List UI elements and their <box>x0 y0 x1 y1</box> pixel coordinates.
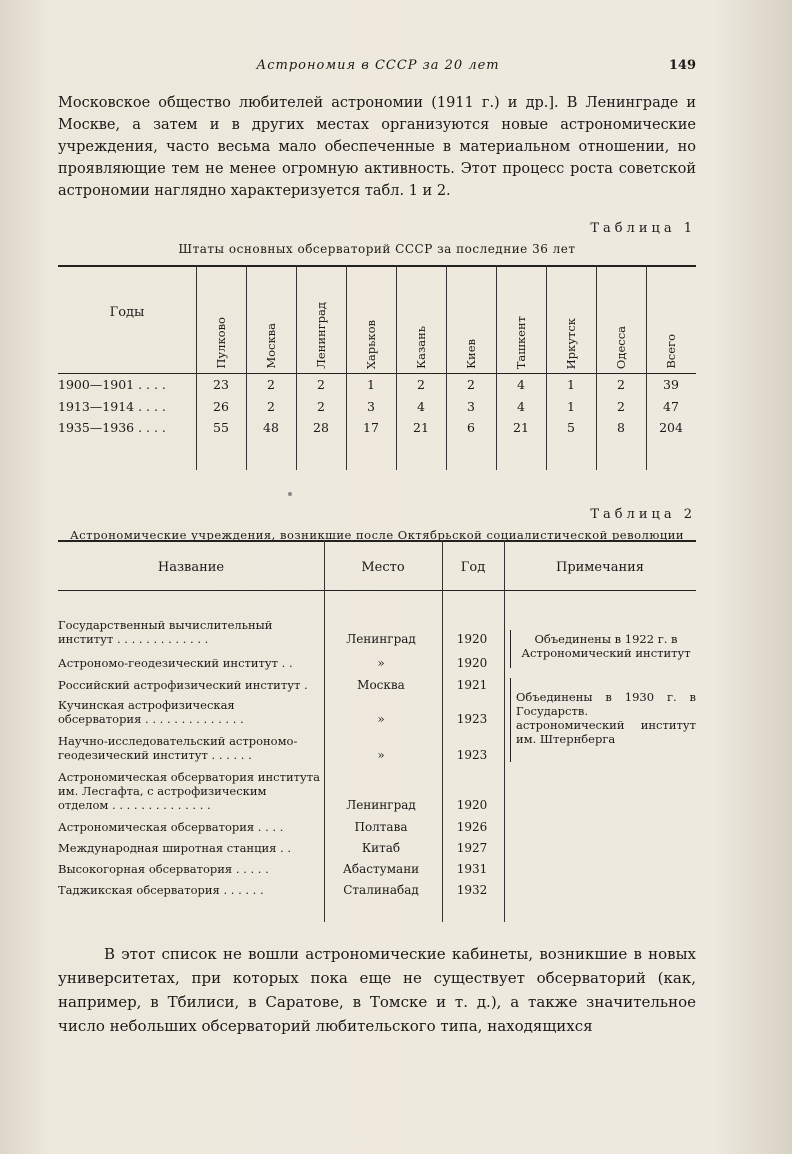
table2-year: 1932 <box>456 883 488 897</box>
table2-institution: Астрономо-геодезический институт . . <box>58 656 293 670</box>
table1-column-header: Ленинград <box>314 302 328 369</box>
table2 <box>58 540 696 922</box>
table2-institution: Кучинская астрофизическая обсерватория . . . . . . . . . . . . . . <box>58 698 244 726</box>
table2-note: Объединены в 1930 г. в Государств. астрономический институт им. Штернберга <box>516 690 696 746</box>
table1-cell: 23 <box>213 377 229 392</box>
table2-institution: Российский астрофизический институт . <box>58 678 308 692</box>
table1-cell: 2 <box>267 399 275 414</box>
table1-cell: 1 <box>567 377 575 392</box>
table2-header-name: Название <box>157 560 225 575</box>
table2-year: 1920 <box>456 798 488 812</box>
table1-cell: 28 <box>313 420 329 435</box>
table2-place: Ленинград <box>346 632 416 646</box>
table2-place: Абастумани <box>342 862 420 876</box>
table1-cell: 2 <box>417 377 425 392</box>
table1-cell: 1 <box>367 377 375 392</box>
table1-caption: Таблица 1 <box>590 221 696 236</box>
table1-cell: 39 <box>663 377 679 392</box>
table1-cell: 5 <box>567 420 575 435</box>
table2-title: Астрономические учреждения, возникшие после Октябрьской социалистической революции <box>69 528 685 542</box>
table2-place: Китаб <box>361 841 401 855</box>
table2-place: Москва <box>357 678 405 692</box>
running-title: Астрономия в СССР за 20 лет <box>256 58 500 73</box>
table1-cell: 17 <box>363 420 379 435</box>
table2-place: Ленинград <box>346 798 416 812</box>
table2-year: 1920 <box>456 632 488 646</box>
table2-header-rule <box>58 590 696 591</box>
table1-years-header: Годы <box>109 305 145 320</box>
table1-cell: 21 <box>513 420 529 435</box>
table2-institution: Международная широтная станция . . <box>58 841 292 855</box>
table1-column-header: Казань <box>414 326 428 369</box>
paper-speck <box>288 492 292 496</box>
table2-column-divider <box>504 540 505 922</box>
table1-cell: 21 <box>413 420 429 435</box>
note-bracket <box>510 630 511 668</box>
table2-year: 1926 <box>456 820 488 834</box>
table1-cell: 8 <box>617 420 625 435</box>
table2-place: Сталинабад <box>343 883 419 897</box>
table1-cell: 55 <box>213 420 229 435</box>
table1-column-header: Москва <box>264 323 278 369</box>
table1-cell: 4 <box>517 377 525 392</box>
table2-header-place: Место <box>361 560 405 575</box>
table2-institution: Научно-исследовательский астрономо-геодезический институт . . . . . . <box>58 734 298 762</box>
table1-column-header: Одесса <box>614 325 628 369</box>
table1-title: Штаты основных обсерваторий СССР за последние 36 лет <box>178 242 576 256</box>
table1-column-header: Пулково <box>214 317 228 369</box>
table1-cell: 2 <box>267 377 275 392</box>
table2-place: » <box>377 712 385 726</box>
table2-institution: Таджикская обсерватория . . . . . . <box>58 883 264 897</box>
table1-cell: 2 <box>617 377 625 392</box>
table1-column-header: Иркутск <box>564 317 578 369</box>
table1-cell: 204 <box>659 420 683 435</box>
table2-header-year: Год <box>460 560 486 575</box>
table2-year: 1923 <box>456 712 488 726</box>
table1-column-header: Ташкент <box>514 315 528 369</box>
table2-institution: Высокогорная обсерватория . . . . . <box>58 862 269 876</box>
table1-cell: 3 <box>467 399 475 414</box>
table2-year: 1921 <box>456 678 488 692</box>
table2-place: » <box>377 748 385 762</box>
table1-cell: 2 <box>467 377 475 392</box>
note-bracket <box>510 678 511 762</box>
table1-cell: 6 <box>467 420 475 435</box>
table1-row-label: 1900—1901 . . . . <box>58 377 166 392</box>
table1-cell: 2 <box>317 399 325 414</box>
table2-year: 1923 <box>456 748 488 762</box>
table1-cell: 2 <box>317 377 325 392</box>
table2-top-rule <box>58 540 696 542</box>
table2-caption: Таблица 2 <box>590 507 696 522</box>
table1-cell: 4 <box>417 399 425 414</box>
table2-year: 1920 <box>456 656 488 670</box>
table2-institution: Астрономическая обсерватория института им. Лесгафта, с астрофизическим отделом . . . . . . . . . . . . . . <box>58 770 320 812</box>
table1-row-label: 1935—1936 . . . . <box>58 420 166 435</box>
table1 <box>58 265 696 470</box>
table2-header-notes: Примечания <box>555 560 644 575</box>
table2-column-divider <box>324 540 325 922</box>
table1-cell: 1 <box>567 399 575 414</box>
closing-paragraph: В этот список не вошли астрономические кабинеты, возникшие в новых университетах, при которых пока еще не существует обсерваторий (как, например, в Тбилиси, в Саратове, в Томске и т. д.), а также значительное число небольших обсерваторий любительского типа, находящихся <box>58 945 696 1035</box>
table1-column-header: Харьков <box>364 319 378 369</box>
table1-cell: 26 <box>213 399 229 414</box>
table2-note: Объединены в 1922 г. в Астрономический институт <box>521 632 691 660</box>
table1-column-header: Киев <box>464 339 478 369</box>
table1-cell: 3 <box>367 399 375 414</box>
table1-column-header: Всего <box>664 334 678 369</box>
table2-year: 1931 <box>456 862 488 876</box>
table2-place: Полтава <box>354 820 408 834</box>
table2-place: » <box>377 656 385 670</box>
table2-year: 1927 <box>456 841 488 855</box>
table1-cell: 47 <box>663 399 679 414</box>
table1-header-rule <box>58 373 696 374</box>
table1-top-rule <box>58 265 696 267</box>
table1-row-label: 1913—1914 . . . . <box>58 399 166 414</box>
table2-institution: Государственный вычислительный институт . . . . . . . . . . . . . <box>58 618 273 646</box>
table1-cell: 2 <box>617 399 625 414</box>
intro-paragraph: Московское общество любителей астрономии (1911 г.) и др.]. В Ленинграде и Москве, а затем и в других местах организуются новые астрономические учреждения, часто весьма мало обеспеченные в материальном отношении, но проявляющие тем не менее огромную активность. Этот процесс роста советской астрономии наглядно характеризуется табл. 1 и 2. <box>58 95 696 199</box>
table1-cell: 48 <box>263 420 279 435</box>
table2-institution: Астрономическая обсерватория . . . . <box>58 820 284 834</box>
page-number: 149 <box>668 58 696 73</box>
table1-cell: 4 <box>517 399 525 414</box>
